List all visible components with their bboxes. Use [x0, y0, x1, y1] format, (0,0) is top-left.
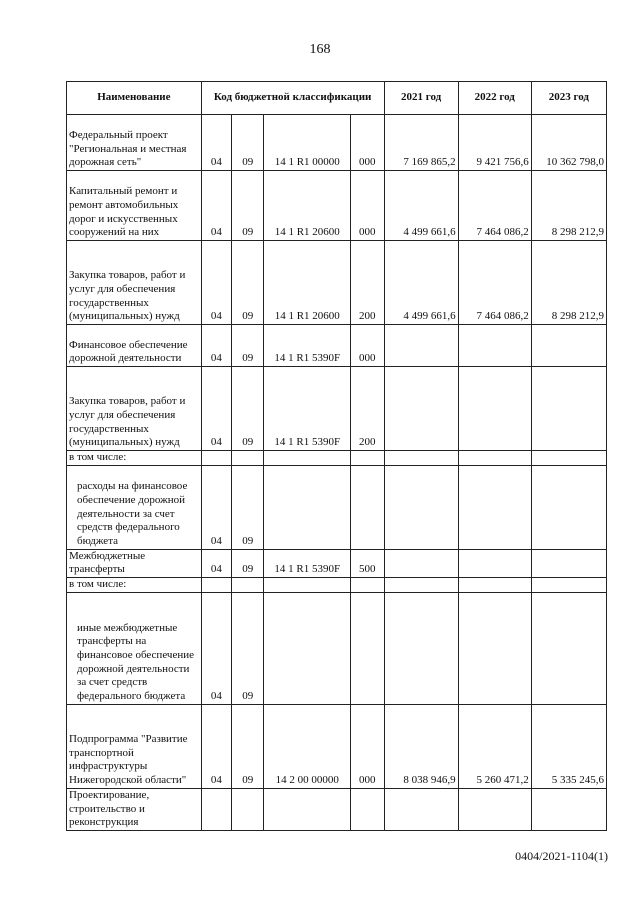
- row-value-2022: [458, 367, 531, 451]
- table-row: [67, 465, 607, 549]
- row-value-2021: 4 499 661,6: [384, 241, 458, 325]
- row-code-target: [264, 578, 351, 593]
- row-code-subsection: 09: [232, 367, 264, 451]
- row-name: Закупка товаров, работ и услуг для обеспечения государственных (муниципальных) нужд: [67, 367, 202, 451]
- row-value-2022: 7 464 086,2: [458, 171, 531, 241]
- row-code-section: 04: [201, 241, 231, 325]
- table-row: [67, 549, 607, 577]
- row-code-subsection: 09: [232, 549, 264, 577]
- row-name: Подпрограмма "Развитие транспортной инфраструктуры Нижегородской области": [67, 704, 202, 788]
- table-row: [67, 704, 607, 788]
- row-value-2023: [531, 592, 606, 704]
- row-code-type: 200: [351, 241, 384, 325]
- row-code-subsection: 09: [232, 171, 264, 241]
- row-code-target: 14 2 00 00000: [264, 704, 351, 788]
- table-row: [67, 115, 607, 171]
- row-name: Проектирование, строительство и реконструкция: [67, 788, 202, 830]
- table-row: [67, 592, 607, 704]
- row-code-subsection: [232, 788, 264, 830]
- row-code-target: [264, 788, 351, 830]
- table-row: [67, 241, 607, 325]
- row-value-2021: [384, 788, 458, 830]
- document-code: 0404/2021-1104(1): [515, 849, 608, 863]
- row-code-target: 14 1 R1 20600: [264, 171, 351, 241]
- row-name: Финансовое обеспечение дорожной деятельности: [67, 325, 202, 367]
- row-value-2021: [384, 549, 458, 577]
- row-code-type: [351, 788, 384, 830]
- row-code-subsection: 09: [232, 241, 264, 325]
- row-value-2022: 9 421 756,6: [458, 115, 531, 171]
- row-value-2022: [458, 578, 531, 593]
- row-code-section: 04: [201, 171, 231, 241]
- row-value-2021: [384, 465, 458, 549]
- row-value-2023: 5 335 245,6: [531, 704, 606, 788]
- row-code-type: 000: [351, 115, 384, 171]
- row-code-type: [351, 592, 384, 704]
- row-value-2023: [531, 325, 606, 367]
- row-code-subsection: 09: [232, 592, 264, 704]
- header-2022: 2022 год: [458, 82, 531, 115]
- row-value-2023: 8 298 212,9: [531, 171, 606, 241]
- row-code-type: 000: [351, 704, 384, 788]
- row-code-subsection: 09: [232, 704, 264, 788]
- row-name: Закупка товаров, работ и услуг для обеспечения государственных (муниципальных) нужд: [67, 241, 202, 325]
- row-value-2023: 8 298 212,9: [531, 241, 606, 325]
- row-code-subsection: 09: [232, 115, 264, 171]
- row-name: Межбюджетные трансферты: [67, 549, 202, 577]
- table-row: [67, 325, 607, 367]
- row-value-2023: [531, 578, 606, 593]
- table-row: [67, 788, 607, 830]
- row-code-target: 14 1 R1 5390F: [264, 367, 351, 451]
- row-code-target: [264, 465, 351, 549]
- row-code-section: 04: [201, 465, 231, 549]
- row-code-section: [201, 578, 231, 593]
- row-value-2022: [458, 549, 531, 577]
- header-2021: 2021 год: [384, 82, 458, 115]
- row-value-2021: 4 499 661,6: [384, 171, 458, 241]
- row-code-type: [351, 465, 384, 549]
- row-code-target: 14 1 R1 20600: [264, 241, 351, 325]
- row-code-subsection: 09: [232, 325, 264, 367]
- row-code-target: 14 1 R1 00000: [264, 115, 351, 171]
- row-value-2021: [384, 592, 458, 704]
- table-row: [67, 367, 607, 451]
- row-code-section: 04: [201, 115, 231, 171]
- row-code-type: [351, 451, 384, 466]
- row-code-subsection: [232, 451, 264, 466]
- row-value-2021: [384, 451, 458, 466]
- row-value-2023: [531, 549, 606, 577]
- table-row: [67, 451, 607, 466]
- row-code-type: 000: [351, 325, 384, 367]
- row-name: расходы на финансовое обеспечение дорожной деятельности за счет средств федерального бюджета: [67, 465, 202, 549]
- row-name: в том числе:: [67, 451, 202, 466]
- header-2023: 2023 год: [531, 82, 606, 115]
- row-value-2023: [531, 451, 606, 466]
- row-value-2021: [384, 325, 458, 367]
- row-value-2022: [458, 465, 531, 549]
- row-name: Капитальный ремонт и ремонт автомобильных дорог и искусственных сооружений на них: [67, 171, 202, 241]
- row-code-target: [264, 451, 351, 466]
- row-code-type: 000: [351, 171, 384, 241]
- table-row: [67, 578, 607, 593]
- row-code-target: 14 1 R1 5390F: [264, 325, 351, 367]
- row-value-2021: [384, 367, 458, 451]
- row-value-2023: 10 362 798,0: [531, 115, 606, 171]
- row-value-2022: [458, 451, 531, 466]
- row-code-subsection: [232, 578, 264, 593]
- row-code-section: 04: [201, 367, 231, 451]
- budget-table: [66, 81, 607, 831]
- row-code-target: 14 1 R1 5390F: [264, 549, 351, 577]
- row-code-section: 04: [201, 592, 231, 704]
- row-code-section: 04: [201, 549, 231, 577]
- row-value-2021: 8 038 946,9: [384, 704, 458, 788]
- row-name: Федеральный проект "Региональная и местная дорожная сеть": [67, 115, 202, 171]
- row-code-section: [201, 788, 231, 830]
- row-code-type: [351, 578, 384, 593]
- row-value-2022: 7 464 086,2: [458, 241, 531, 325]
- row-value-2021: 7 169 865,2: [384, 115, 458, 171]
- header-name: Наименование: [67, 82, 202, 115]
- row-value-2023: [531, 465, 606, 549]
- row-code-subsection: 09: [232, 465, 264, 549]
- table-header-row: [67, 82, 607, 115]
- row-code-section: 04: [201, 704, 231, 788]
- row-code-section: 04: [201, 325, 231, 367]
- page-number: 168: [309, 42, 331, 57]
- row-code-type: 500: [351, 549, 384, 577]
- row-code-type: 200: [351, 367, 384, 451]
- header-code: Код бюджетной классификации: [201, 82, 384, 115]
- row-value-2023: [531, 788, 606, 830]
- row-code-target: [264, 592, 351, 704]
- row-value-2023: [531, 367, 606, 451]
- row-value-2021: [384, 578, 458, 593]
- table-row: [67, 171, 607, 241]
- row-value-2022: 5 260 471,2: [458, 704, 531, 788]
- row-name: иные межбюджетные трансферты на финансовое обеспечение дорожной деятельности за счет средств федерального бюджета: [67, 592, 202, 704]
- row-value-2022: [458, 788, 531, 830]
- row-name: в том числе:: [67, 578, 202, 593]
- row-code-section: [201, 451, 231, 466]
- row-value-2022: [458, 592, 531, 704]
- row-value-2022: [458, 325, 531, 367]
